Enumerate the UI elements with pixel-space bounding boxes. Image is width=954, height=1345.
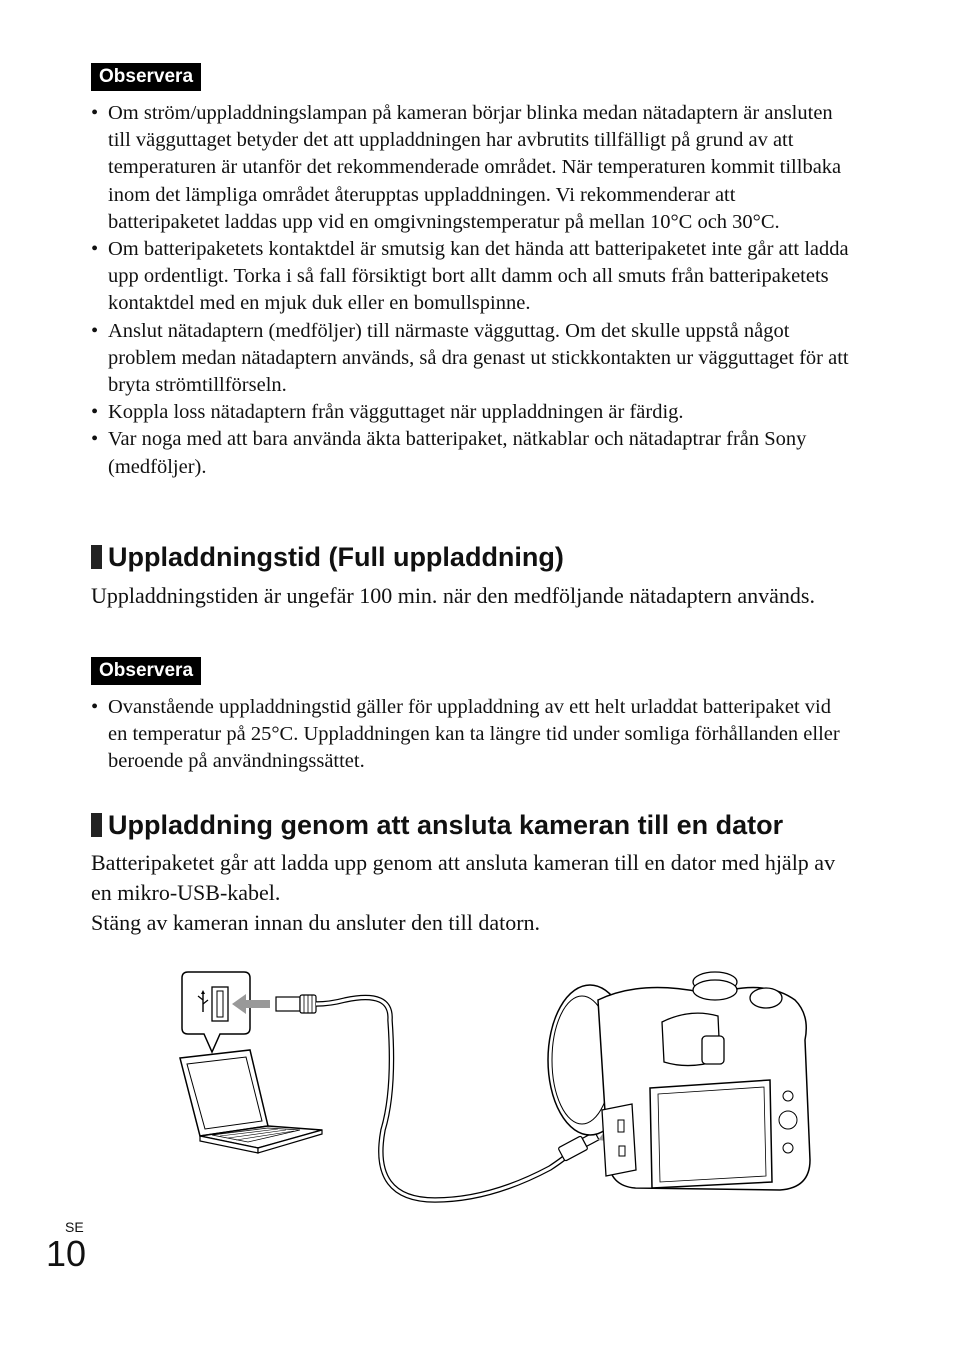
list-item: • Om batteripaketets kontaktdel är smutsig kan det hända att batteripaketet inte går att ladda upp ordentligt. Torka i så fall försiktigt bort allt damm och all smuts från batteripaketets kontaktdel med en mjuk duk eller en bomullspinne. — [91, 238, 849, 315]
page-language-code: SE — [65, 1219, 84, 1235]
note-list — [91, 694, 851, 776]
observera-badge: Observera — [91, 63, 201, 91]
note-list — [91, 100, 851, 481]
camera-port-cover — [602, 1104, 636, 1176]
section-heading-usb-charging: Uppladdning genom att ansluta kameran till en dator — [91, 808, 783, 842]
list-item: • Var noga med att bara använda äkta batteripaket, nätkablar och nätadaptrar från Sony (medföljer). — [91, 428, 807, 478]
list-item: • Anslut nätadaptern (medföljer) till närmaste vägguttag. Om det skulle uppstå något problem medan nätadaptern används, så dra genast ut stickkontakten ur vägguttaget för att bryta strömtillförseln. — [91, 319, 849, 397]
charging-time-text: Uppladdningstiden är ungefär 100 min. när den medföljande nätadaptern används. — [91, 583, 815, 608]
section-heading-charging-time: Uppladdningstid (Full uppladdning) — [91, 540, 564, 574]
section-marker-icon — [91, 545, 102, 569]
usb-cable — [316, 998, 570, 1201]
usb-port-icon — [212, 987, 228, 1021]
page-number: 10 — [46, 1233, 87, 1274]
power-off-instruction: Stäng av kameran innan du ansluter den till datorn. — [91, 910, 541, 935]
list-item: • Om ström/uppladdningslampan på kameran börjar blinka medan nätadaptern är ansluten till vägguttaget betyder det att uppladdningen har avbrutits tillfälligt på grund av att temperaturen är utanför det rekommenderade området. När temperaturen kommit tillbaka inom det lämpliga området återupptas uppladdningen. Vi rekommenderar att batteripaketet laddas upp vid en omgivningstemperatur på mellan 10°C och 30°C. — [91, 102, 842, 233]
camera-illustration — [548, 972, 810, 1190]
usb-connection-illustration — [170, 960, 820, 1210]
usb-plug — [276, 995, 316, 1013]
observera-badge: Observera — [91, 657, 201, 685]
laptop-illustration — [180, 1050, 322, 1153]
usb-charging-text: Batteripaketet går att ladda upp genom att ansluta kameran till en dator med hjälp av en mikro-USB-kabel. — [91, 850, 836, 905]
list-item: • Ovanstående uppladdningstid gäller för uppladdning av ett helt urladdat batteripaket vid en temperatur på 25°C. Uppladdningen kan ta längre tid under somliga förhållanden eller beroende på användningssättet. — [91, 696, 840, 773]
section-marker-icon — [91, 813, 102, 837]
usb-port-callout — [182, 972, 250, 1052]
list-item: • Koppla loss nätadaptern från vägguttaget när uppladdningen är färdig. — [91, 401, 684, 424]
camera-lcd-screen — [650, 1080, 772, 1188]
